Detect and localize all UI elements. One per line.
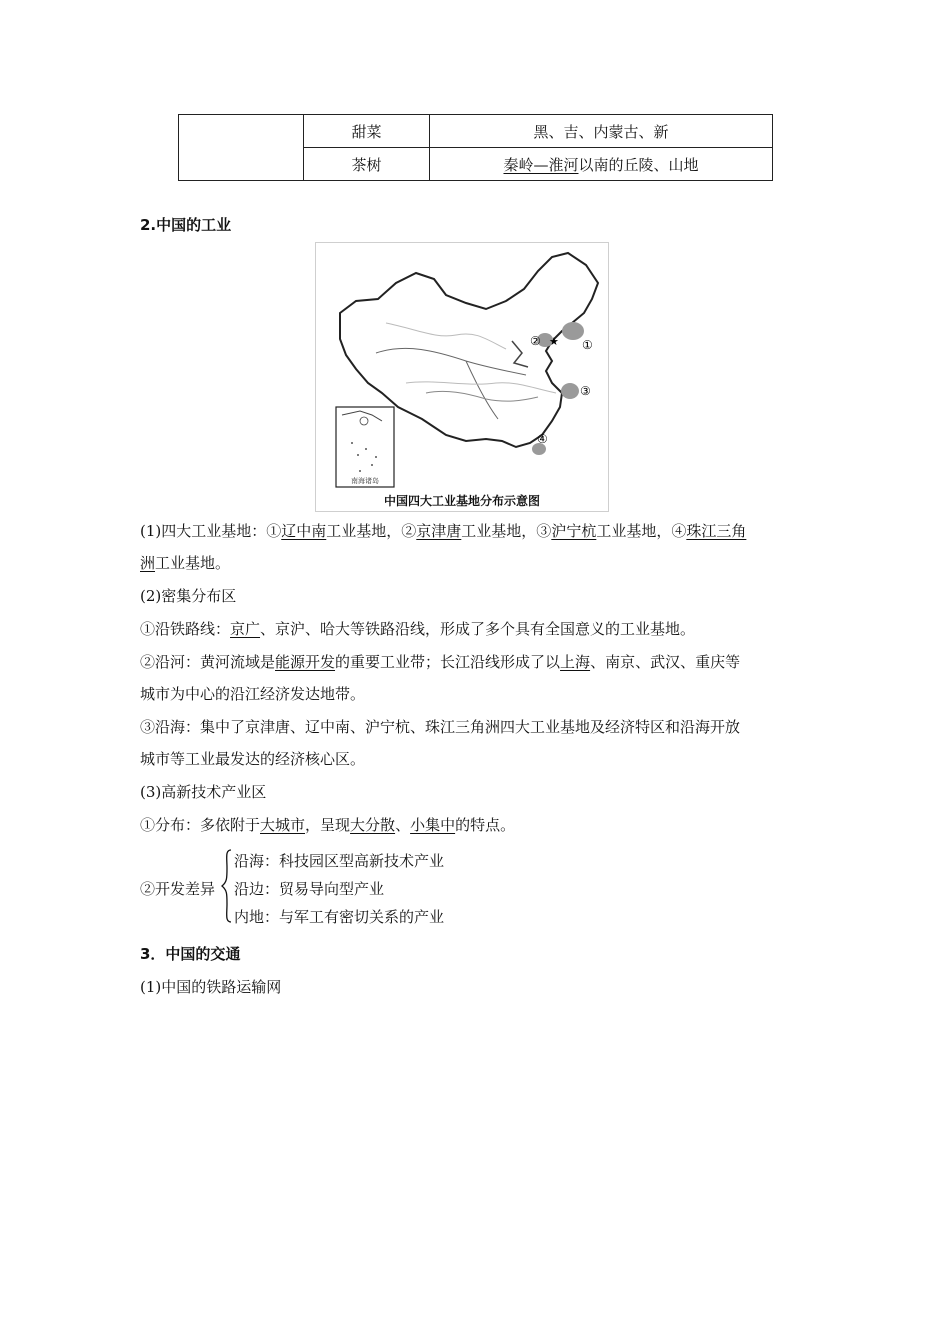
para-four-bases-cont: 洲工业基地。 xyxy=(140,554,231,572)
dev-diff-item-coastal: 沿海：科技园区型高新技术产业 xyxy=(234,852,445,870)
section-heading-transport: 3．中国的交通 xyxy=(140,945,241,963)
para-dev-diff-label: ②开发差异 xyxy=(140,880,216,898)
marker-3: ③ xyxy=(580,384,591,398)
para-railway: ①沿铁路线：京广、京沪、哈大等铁路沿线，形成了多个具有全国意义的工业基地。 xyxy=(140,620,696,638)
subheading-dense-areas: (2)密集分布区 xyxy=(140,587,237,605)
base-area-3 xyxy=(561,383,579,399)
para-coast-cont: 城市等工业最发达的经济核心区。 xyxy=(140,750,366,768)
capital-star-icon: ★ xyxy=(549,335,559,348)
china-map-figure xyxy=(316,243,608,511)
map-caption: 中国四大工业基地分布示意图 xyxy=(383,494,541,508)
para-coast: ③沿海：集中了京津唐、辽中南、沪宁杭、珠江三角洲四大工业基地及经济特区和沿海开放 xyxy=(140,718,741,736)
inset-label: 南海诸岛 xyxy=(351,477,379,485)
subheading-hightech: (3)高新技术产业区 xyxy=(140,783,267,801)
marker-2: ② xyxy=(530,334,541,348)
table-cell-region: 秦岭—淮河以南的丘陵、山地 xyxy=(430,148,773,181)
para-four-bases: (1)四大工业基地：①辽中南工业基地，②京津唐工业基地，③沪宁杭工业基地，④珠江三角 xyxy=(140,522,747,540)
marker-1: ① xyxy=(582,338,593,352)
table-cell-crop: 甜菜 xyxy=(304,115,430,148)
para-river: ②沿河：黄河流域是能源开发的重要工业带；长江沿线形成了以上海、南京、武汉、重庆等 xyxy=(140,653,741,671)
crop-table xyxy=(178,114,773,181)
industrial-base-map xyxy=(315,242,609,512)
subheading-railway-network: (1)中国的铁路运输网 xyxy=(140,978,282,996)
marker-4: ④ xyxy=(537,432,548,446)
para-distribution: ①分布：多依附于大城市，呈现大分散、小集中的特点。 xyxy=(140,816,516,834)
section-heading-industry: 2.中国的工业 xyxy=(140,216,232,234)
dev-diff-item-inland: 内地：与军工有密切关系的产业 xyxy=(234,908,445,926)
curly-brace-icon xyxy=(221,848,233,924)
south-china-sea-inset xyxy=(336,407,394,487)
table-cell-empty xyxy=(179,115,304,181)
table-row xyxy=(179,115,773,148)
dev-diff-item-border: 沿边：贸易导向型产业 xyxy=(234,880,385,898)
para-river-cont: 城市为中心的沿江经济发达地带。 xyxy=(140,685,366,703)
base-area-1 xyxy=(562,322,584,340)
table-cell-region: 黑、吉、内蒙古、新 xyxy=(430,115,773,148)
table-cell-crop: 茶树 xyxy=(304,148,430,181)
